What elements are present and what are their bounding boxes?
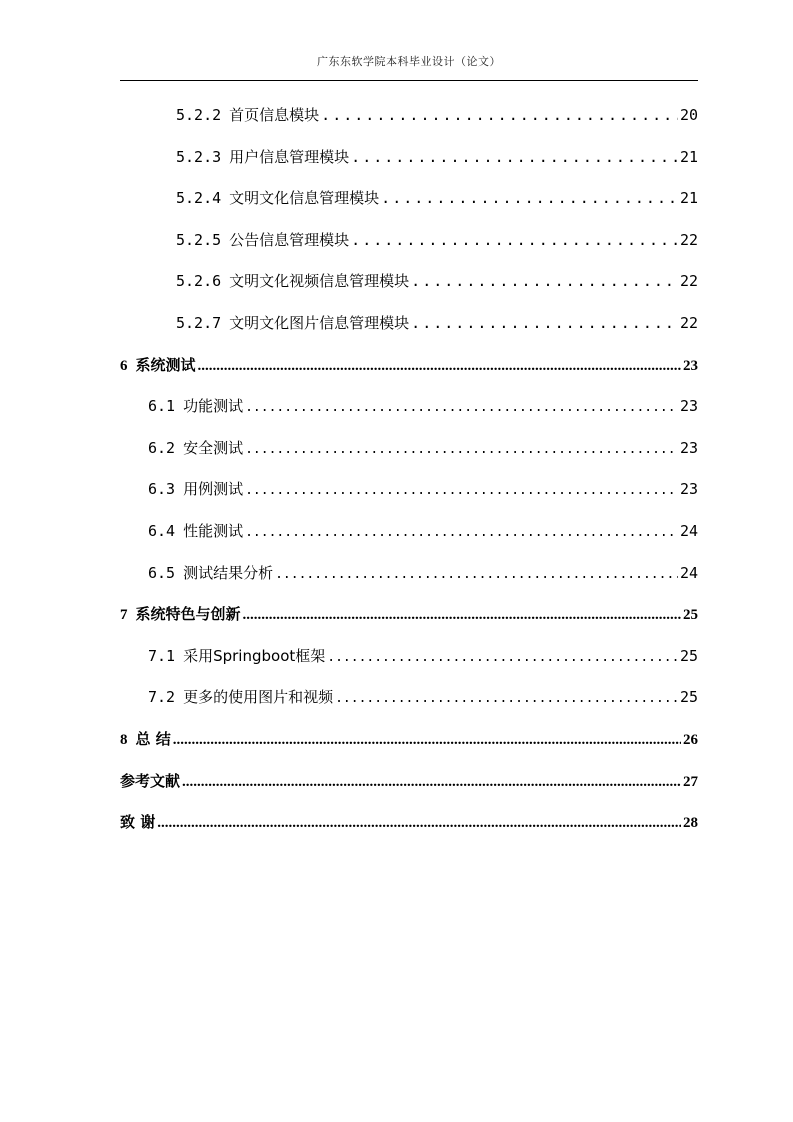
- toc-leader-dots: [245, 400, 678, 415]
- toc-entry-page: 25: [683, 607, 698, 623]
- toc-entry-title: 系统测试: [135, 356, 196, 374]
- toc-entry-number: 7.2: [148, 688, 176, 706]
- toc-entry[interactable]: [120, 811, 698, 837]
- toc-entry[interactable]: [148, 645, 698, 671]
- toc-entry[interactable]: [176, 270, 698, 296]
- toc-leader-dots: [245, 442, 678, 457]
- toc-entry-title: 安全测试: [183, 439, 244, 457]
- toc-entry-number: 6: [120, 358, 128, 374]
- toc-entry-title: 系统特色与创新: [135, 605, 241, 623]
- toc-entry-page: 23: [679, 480, 698, 498]
- toc-entry-title: 总 结: [135, 730, 171, 748]
- toc-entry[interactable]: [176, 312, 698, 338]
- toc-entry-page: 28: [683, 815, 698, 831]
- toc-entry[interactable]: [120, 603, 698, 629]
- toc-entry-title: 更多的使用图片和视频: [183, 688, 334, 706]
- toc-entry-page: 27: [683, 774, 698, 790]
- toc-entry-title: 致 谢: [120, 813, 156, 831]
- toc-entry[interactable]: [148, 520, 698, 546]
- toc-entry-number: 6.2: [148, 439, 176, 457]
- toc-leader-dots: [173, 732, 681, 749]
- toc-entry-page: 26: [683, 732, 698, 748]
- toc-entry[interactable]: [148, 478, 698, 504]
- toc-entry-page: 25: [679, 688, 698, 706]
- toc-entry-title: 首页信息模块: [229, 106, 320, 124]
- toc-entry[interactable]: [176, 229, 698, 255]
- toc-leader-dots: [381, 189, 678, 207]
- toc-leader-dots: [321, 106, 678, 124]
- toc-entry-title: 测试结果分析: [183, 564, 274, 582]
- toc-leader-dots: [327, 650, 678, 665]
- toc-entry-page: 22: [679, 272, 698, 290]
- toc-entry-number: 5.2.3: [176, 148, 222, 166]
- toc-leader-dots: [275, 567, 678, 582]
- toc-entry[interactable]: [120, 354, 698, 380]
- toc-entry-title: 用例测试: [183, 480, 244, 498]
- toc-entry-title: 文明文化信息管理模块: [229, 189, 380, 207]
- toc-entry-title: 文明文化图片信息管理模块: [229, 314, 410, 332]
- toc-entry-number: 5.2.4: [176, 189, 222, 207]
- toc-entry[interactable]: [176, 104, 698, 130]
- toc-entry-page: 24: [679, 564, 698, 582]
- toc-entry[interactable]: [176, 187, 698, 213]
- toc-entry-number: 6.3: [148, 480, 176, 498]
- toc-leader-dots: [351, 231, 678, 249]
- toc-entry[interactable]: [148, 562, 698, 588]
- toc-entry-title: 公告信息管理模块: [229, 231, 350, 249]
- toc-entry-number: 5.2.2: [176, 106, 222, 124]
- toc-entry-page: 21: [679, 148, 698, 166]
- toc-entry-number: 7: [120, 607, 128, 623]
- toc-entry-page: 22: [679, 231, 698, 249]
- toc-leader-dots: [182, 774, 681, 791]
- toc-leader-dots: [245, 525, 678, 540]
- toc-entry-title: 用户信息管理模块: [229, 148, 350, 166]
- toc-entry-number: 8: [120, 732, 128, 748]
- toc-leader-dots: [411, 314, 678, 332]
- toc-entry-page: 24: [679, 522, 698, 540]
- toc-entry-page: 23: [679, 397, 698, 415]
- toc-entry-page: 22: [679, 314, 698, 332]
- toc-entry-title: 性能测试: [183, 522, 244, 540]
- toc-entry-page: 23: [683, 358, 698, 374]
- toc-entry-page: 25: [679, 647, 698, 665]
- toc-entry-number: 6.1: [148, 397, 176, 415]
- toc-entry-page: 20: [679, 106, 698, 124]
- toc-entry-page: 21: [679, 189, 698, 207]
- toc-entry-page: 23: [679, 439, 698, 457]
- toc-entry[interactable]: [176, 146, 698, 172]
- toc-leader-dots: [243, 607, 681, 624]
- toc-leader-dots: [335, 691, 678, 706]
- toc-entry-number: 5.2.5: [176, 231, 222, 249]
- toc-entry-number: 6.4: [148, 522, 176, 540]
- toc-entry-number: 5.2.7: [176, 314, 222, 332]
- toc-entry-number: 7.1: [148, 647, 176, 665]
- toc-entry-title: 采用Springboot框架: [183, 647, 326, 665]
- toc-entry-number: 6.5: [148, 564, 176, 582]
- toc-leader-dots: [245, 483, 678, 498]
- toc-entry[interactable]: [120, 770, 698, 796]
- header-title: 广东东软学院本科毕业设计（论文）: [317, 55, 501, 68]
- toc-entry[interactable]: [148, 437, 698, 463]
- toc-entry[interactable]: [120, 728, 698, 754]
- toc-entry[interactable]: [148, 395, 698, 421]
- toc-leader-dots: [351, 148, 678, 166]
- toc-leader-dots: [157, 815, 681, 832]
- toc-leader-dots: [411, 272, 678, 290]
- toc-leader-dots: [198, 358, 681, 375]
- toc-entry-title: 文明文化视频信息管理模块: [229, 272, 410, 290]
- toc-entry-title: 参考文献: [120, 772, 181, 790]
- toc-entry-title: 功能测试: [183, 397, 244, 415]
- toc-entry-number: 5.2.6: [176, 272, 222, 290]
- page-header: [120, 52, 698, 81]
- toc-entry[interactable]: [148, 686, 698, 712]
